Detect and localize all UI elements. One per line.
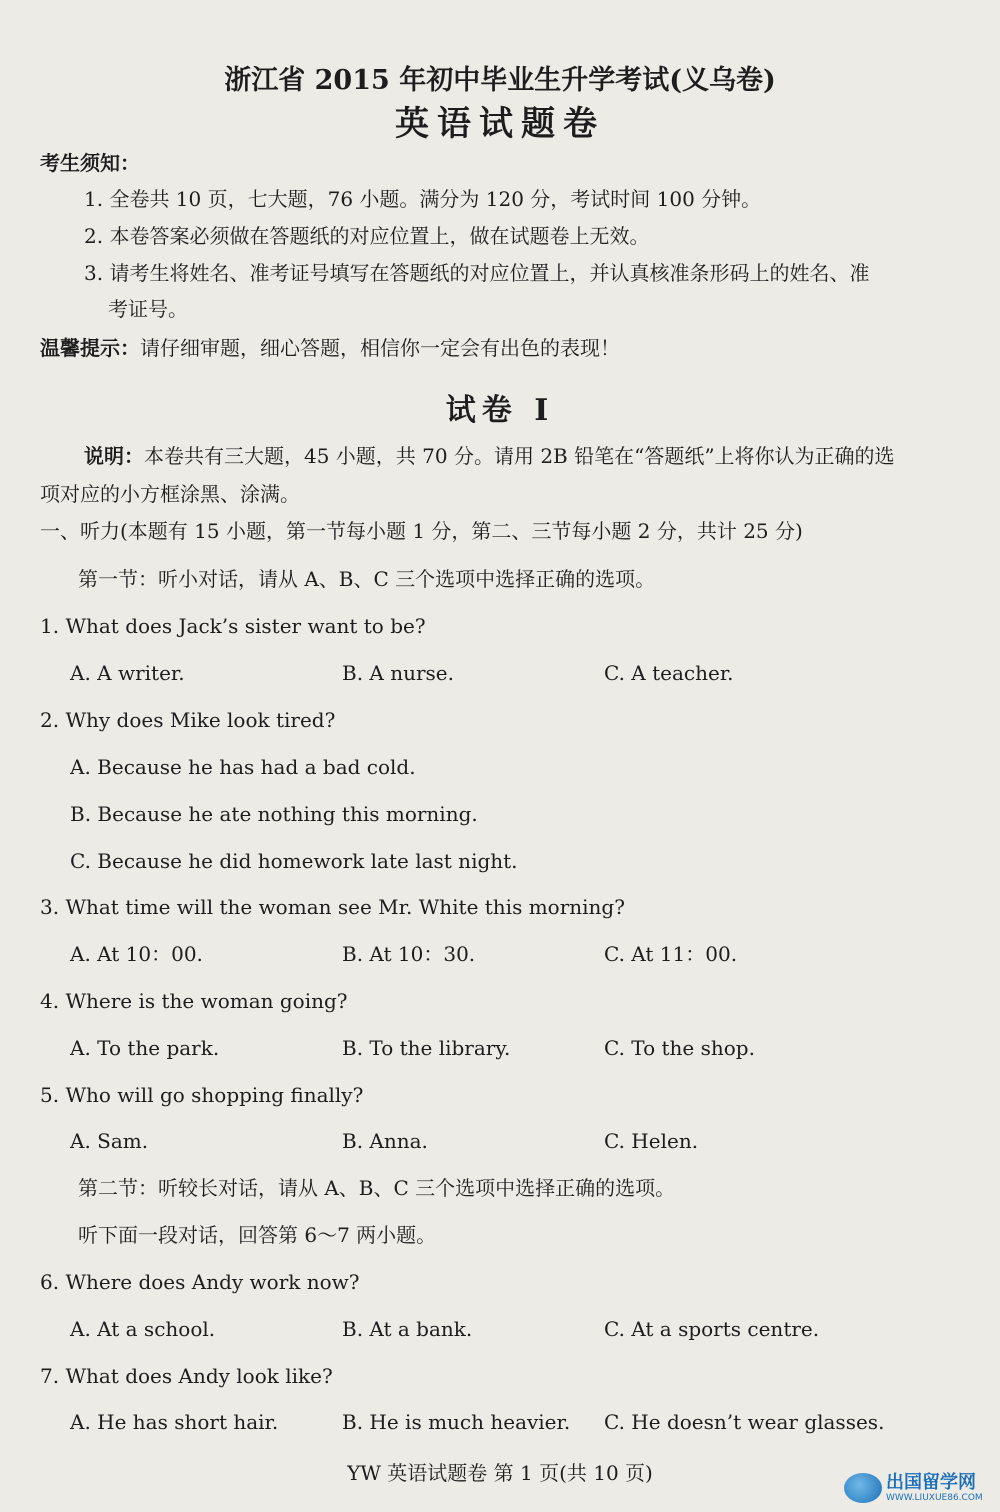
question-4: 4. Where is the woman going? (40, 989, 348, 1013)
section1-title: 一、听力(本题有 15 小题，第一节每小题 1 分，第二、三节每小题 2 分，共计 25 分) (40, 519, 803, 543)
globe-icon (844, 1473, 882, 1503)
notice-item-3-cont: 考证号。 (108, 297, 188, 321)
question-3: 3. What time will the woman see Mr. White this morning? (40, 895, 625, 919)
logo-main-text: 出国留学网 (886, 1472, 976, 1493)
notice-item-1: 1. 全卷共 10 页，七大题，76 小题。满分为 120 分，考试时间 100 分钟。 (84, 187, 762, 211)
q1-option-a: A. A writer. (70, 661, 185, 685)
notice-heading: 考生须知： (40, 151, 140, 175)
q4-option-c: C. To the shop. (604, 1036, 755, 1060)
q2-option-b: B. Because he ate nothing this morning. (70, 802, 478, 826)
reminder-text: 请仔细审题，细心答题，相信你一定会有出色的表现！ (140, 336, 620, 360)
q4-option-a: A. To the park. (70, 1036, 220, 1060)
question-2: 2. Why does Mike look tired? (40, 708, 336, 732)
instructions-line-1 (84, 443, 895, 469)
page-footer: YW 英语试题卷 第 1 页(共 10 页) (347, 1461, 653, 1485)
q4-option-b: B. To the library. (342, 1036, 511, 1060)
q6-option-a: A. At a school. (70, 1317, 216, 1341)
q3-option-c: C. At 11：00. (604, 942, 738, 966)
instructions-label: 说明： (84, 444, 144, 468)
q7-option-a: A. He has short hair. (70, 1410, 279, 1434)
q6-option-b: B. At a bank. (342, 1317, 473, 1341)
q3-option-b: B. At 10：30. (342, 942, 476, 966)
reminder (40, 335, 620, 361)
section1-part2-intro: 听下面一段对话，回答第 6～7 两小题。 (78, 1223, 437, 1247)
notice-item-3: 3. 请考生将姓名、准考证号填写在答题纸的对应位置上，并认真核准条形码上的姓名、准 (84, 261, 870, 285)
section1-part1-title: 第一节：听小对话，请从 A、B、C 三个选项中选择正确的选项。 (78, 567, 656, 591)
q6-option-c: C. At a sports centre. (604, 1317, 820, 1341)
q2-option-c: C. Because he did homework late last night. (70, 849, 518, 873)
question-1: 1. What does Jack’s sister want to be? (40, 614, 426, 638)
q5-option-c: C. Helen. (604, 1129, 699, 1153)
site-logo (844, 1468, 994, 1508)
q3-option-a: A. At 10：00. (70, 942, 203, 966)
q2-option-a: A. Because he has had a bad cold. (70, 755, 416, 779)
instructions-line-2: 项对应的小方框涂黑、涂满。 (40, 482, 300, 506)
q1-option-b: B. A nurse. (342, 661, 454, 685)
question-5: 5. Who will go shopping finally? (40, 1083, 364, 1107)
instructions-text: 本卷共有三大题，45 小题，共 70 分。请用 2B 铅笔在“答题纸”上将你认为正确的选 (144, 444, 895, 468)
reminder-label: 温馨提示： (40, 336, 140, 360)
q7-option-c: C. He doesn’t wear glasses. (604, 1410, 885, 1434)
question-6: 6. Where does Andy work now? (40, 1270, 360, 1294)
question-7: 7. What does Andy look like? (40, 1364, 333, 1388)
q5-option-b: B. Anna. (342, 1129, 428, 1153)
exam-subtitle: 英语试题卷 (395, 104, 605, 144)
section1-part2-title: 第二节：听较长对话，请从 A、B、C 三个选项中选择正确的选项。 (78, 1176, 676, 1200)
q1-option-c: C. A teacher. (604, 661, 734, 685)
q5-option-a: A. Sam. (70, 1129, 149, 1153)
part-title: 试卷 I (445, 393, 555, 428)
q7-option-b: B. He is much heavier. (342, 1410, 571, 1434)
notice-item-2: 2. 本卷答案必须做在答题纸的对应位置上，做在试题卷上无效。 (84, 224, 650, 248)
logo-url-text: WWW.LIUXUE86.COM (886, 1493, 983, 1503)
exam-title: 浙江省 2015 年初中毕业生升学考试(义乌卷) (224, 65, 776, 96)
